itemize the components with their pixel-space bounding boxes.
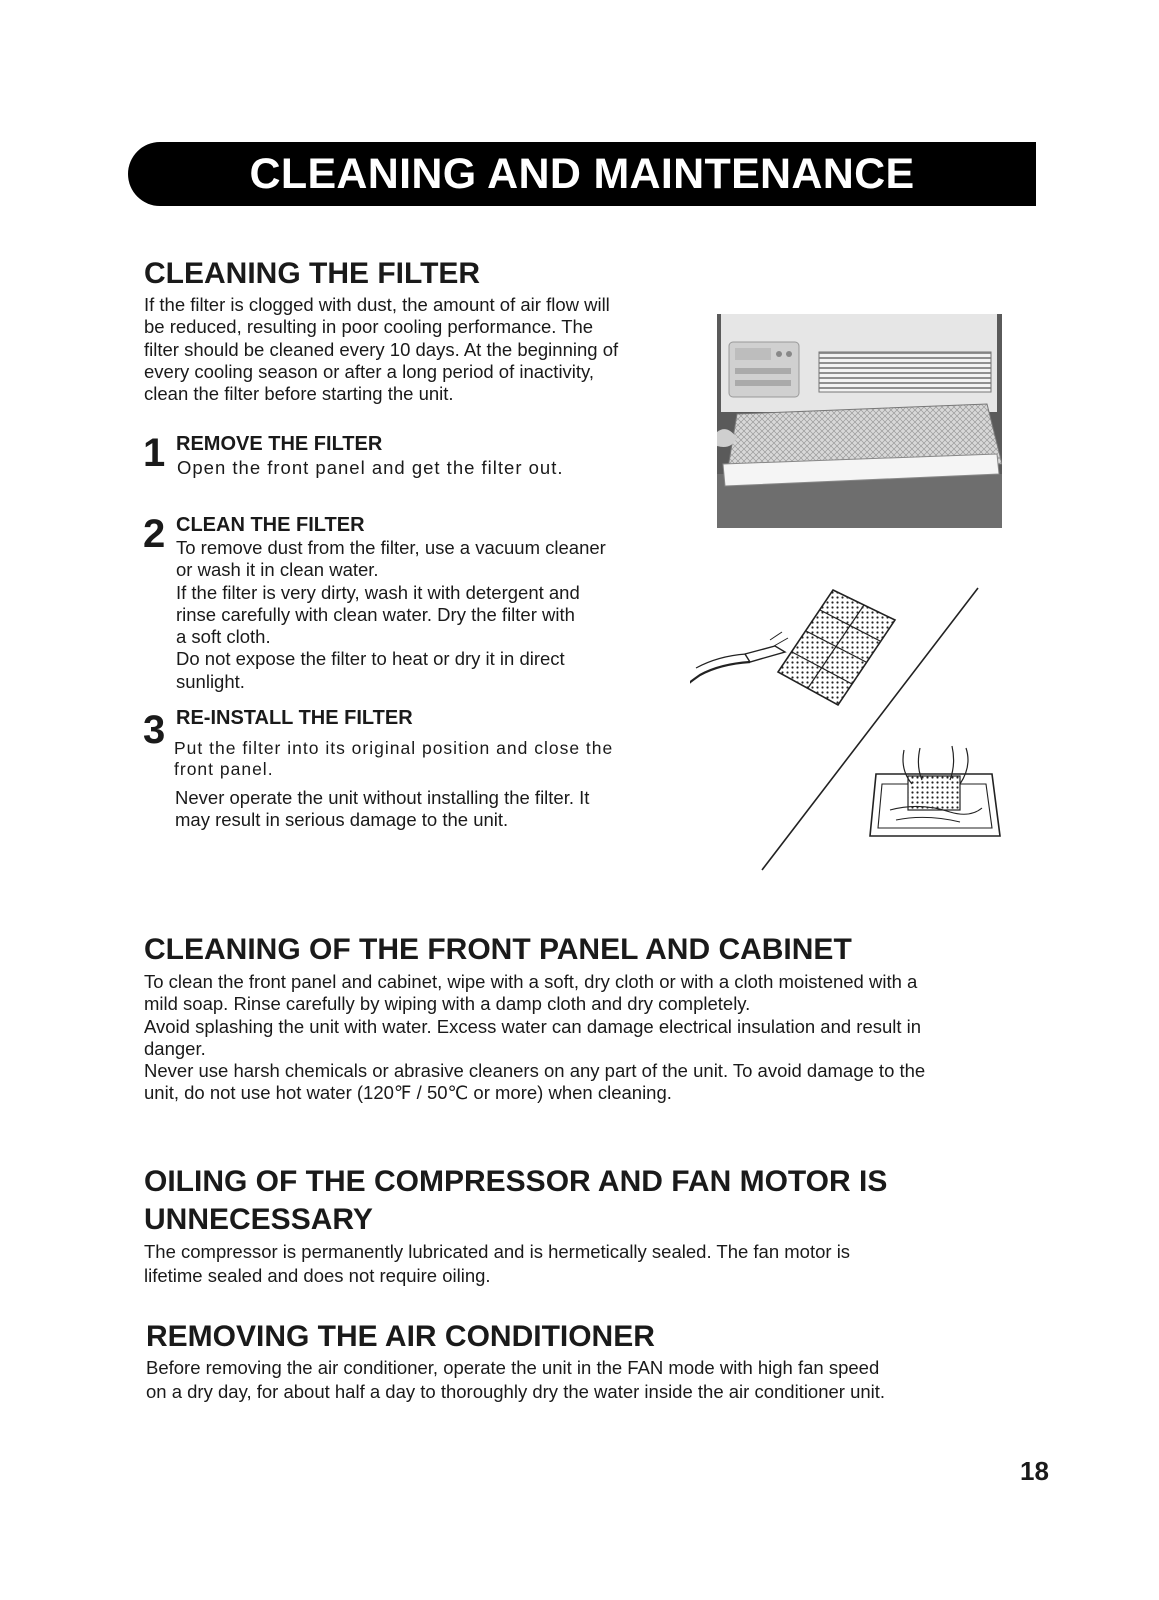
- intro-line: clean the filter before starting the unit.: [144, 383, 454, 405]
- oiling-line: The compressor is permanently lubricated and is hermetically sealed. The fan motor is: [144, 1241, 851, 1262]
- oiling-heading-line: UNNECESSARY: [144, 1203, 373, 1236]
- step-3-title: RE-INSTALL THE FILTER: [176, 707, 413, 729]
- step-line: a soft cloth.: [176, 626, 271, 648]
- oiling-heading-line: OILING OF THE COMPRESSOR AND FAN MOTOR IS: [144, 1165, 888, 1198]
- filter-heading: CLEANING THE FILTER: [144, 257, 481, 290]
- step-2-text: [176, 537, 606, 693]
- removing-line: Before removing the air conditioner, operate the unit in the FAN mode with high fan speed: [146, 1357, 880, 1378]
- washing-basin-icon: [870, 746, 1000, 836]
- page-banner: CLEANING AND MAINTENANCE: [128, 142, 1036, 206]
- step-line: Open the front panel and get the filter out.: [177, 457, 564, 478]
- oiling-text: [144, 1240, 850, 1288]
- filter-intro: [144, 294, 618, 405]
- cabinet-line: To clean the front panel and cabinet, wipe with a soft, dry cloth or with a cloth moistened with a: [144, 971, 918, 992]
- cabinet-line: mild soap. Rinse carefully by wiping with a damp cloth and dry completely.: [144, 993, 751, 1015]
- step-1-title: REMOVE THE FILTER: [176, 433, 383, 455]
- step-line: front panel.: [174, 759, 274, 779]
- cabinet-line: danger.: [144, 1037, 206, 1059]
- cabinet-heading: CLEANING OF THE FRONT PANEL AND CABINET: [144, 933, 852, 966]
- step-line: To remove dust from the filter, use a vacuum cleaner: [176, 537, 606, 558]
- step-3-text-b: [175, 787, 589, 832]
- vacuum-filter-icon: [690, 590, 895, 705]
- filter-cleaning-illustration: [690, 580, 1020, 880]
- step-line: sunlight.: [176, 670, 245, 692]
- step-1-text: [177, 457, 564, 479]
- step-line: If the filter is very dirty, wash it with detergent and: [176, 581, 580, 603]
- step-2-number: 2: [143, 512, 166, 556]
- page-number: 18: [1020, 1456, 1049, 1486]
- intro-line: filter should be cleaned every 10 days. At the beginning of: [144, 338, 619, 360]
- intro-line: be reduced, resulting in poor cooling performance. The: [144, 316, 594, 338]
- step-line: Do not expose the filter to heat or dry it in direct: [176, 648, 565, 670]
- oiling-line: lifetime sealed and does not require oiling.: [144, 1265, 491, 1286]
- intro-line: If the filter is clogged with dust, the amount of air flow will: [144, 294, 610, 315]
- cabinet-line: Never use harsh chemicals or abrasive cleaners on any part of the unit. To avoid damage to the: [144, 1060, 926, 1082]
- removing-heading: REMOVING THE AIR CONDITIONER: [146, 1320, 655, 1353]
- intro-line: every cooling season or after a long period of inactivity,: [144, 360, 595, 382]
- step-2-title: CLEAN THE FILTER: [176, 514, 365, 536]
- step-line: Never operate the unit without installing the filter. It: [175, 787, 590, 808]
- step-line: rinse carefully with clean water. Dry the filter with: [176, 603, 575, 625]
- step-1-number: 1: [143, 431, 166, 475]
- oiling-heading: [144, 1163, 887, 1239]
- step-line: or wash it in clean water.: [176, 559, 379, 581]
- step-3-number: 3: [143, 708, 166, 752]
- cabinet-line: Avoid splashing the unit with water. Excess water can damage electrical insulation and result in: [144, 1015, 922, 1037]
- air-conditioner-photo: [717, 314, 1002, 528]
- cabinet-line: unit, do not use hot water (120℉ / 50℃ or more) when cleaning.: [144, 1082, 672, 1104]
- step-3-text-a: [174, 738, 613, 780]
- step-line: Put the filter into its original position and close the: [174, 738, 614, 758]
- cabinet-text: [144, 971, 925, 1105]
- removing-text: [146, 1356, 885, 1404]
- removing-line: on a dry day, for about half a day to thoroughly dry the water inside the air conditioner unit.: [146, 1381, 886, 1402]
- step-line: may result in serious damage to the unit.: [175, 809, 509, 831]
